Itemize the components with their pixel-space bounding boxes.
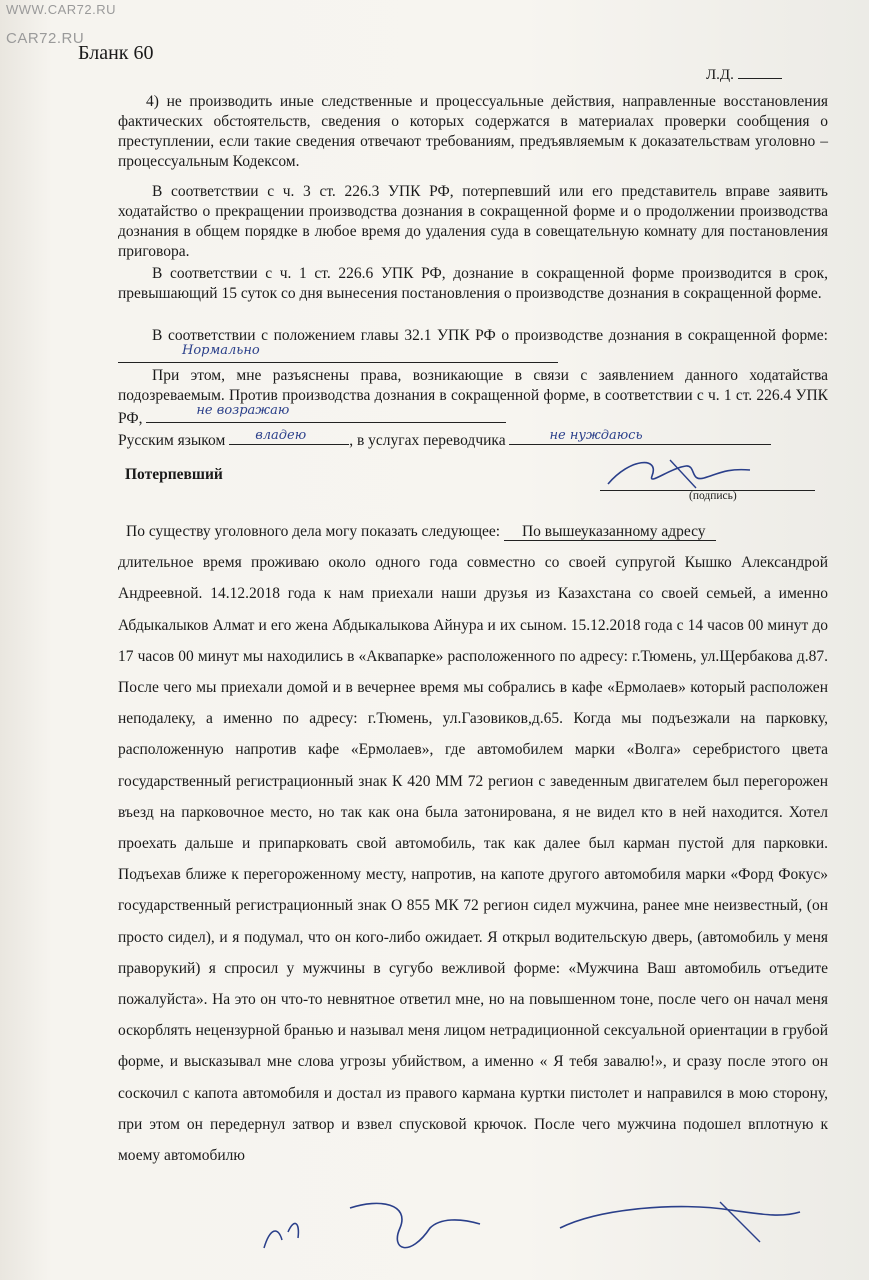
testimony-body — [118, 516, 828, 1171]
language-fill-line — [229, 428, 349, 445]
signature-caption: (подпись) — [689, 490, 737, 502]
paragraph-3-text: В соответствии с ч. 1 ст. 226.6 УПК РФ, дознание в сокращенной форме производится в срок, превышающий 15 суток со дня вынесения постановления о производстве дознания в сокращенной форме. — [118, 265, 828, 302]
paragraph-1 — [118, 92, 828, 172]
paragraph-5-text: При этом, мне разъяснены права, возникающие в связи с заявлением данного ходатайства подозреваемым. Против производства дознания в сокращенной форме, в соответствии с ч. 1 ст. 226.4 УПК РФ, — [118, 367, 828, 427]
victim-signature — [600, 448, 760, 496]
testimony-intro-tail: По вышеуказанному адресу — [504, 523, 716, 541]
victim-label: Потерпевший — [125, 466, 223, 483]
testimony-intro: По существу уголовного дела могу показать следующее: — [126, 523, 501, 540]
watermark-top: WWW.CAR72.RU — [6, 2, 116, 17]
handwritten-objection: не возражаю — [196, 403, 290, 418]
paragraph-1-text: 4) не производить иные следственные и процессуальные действия, направленные восстановления фактических обстоятельств, сведения о которых содержатся в материалах проверки сообщения о преступлении, если такие сведения отвечают требованиям, предъявляемым к доказательствам уголовно – процессуальным Кодексом. — [118, 93, 828, 170]
objection-fill-line — [146, 403, 506, 423]
paragraph-2 — [118, 182, 828, 262]
ld-blank — [738, 64, 782, 79]
language-row — [118, 428, 838, 450]
form-number: Бланк 60 — [78, 42, 154, 64]
handwritten-interpreter: не нуждаюсь — [549, 428, 643, 443]
interpreter-fill-line — [509, 428, 771, 445]
testimony-text: длительное время проживаю около одного года совместно со своей супругой Кышко Александрой Андреевной. 14.12.2018 года к нам приехали наши друзья из Казахстана со своей семьей, а именно Абдыкалыков Алмат и его жена Абдыкалыкова Айнура и их сыном. 15.12.2018 года с 14 часов 00 минут до 17 часов 00 минут мы находились в «Аквапарке» расположенного по адресу: г.Тюмень, ул.Щербакова д.87. После чего мы приехали домой и в вечернее время мы собрались в кафе «Ермолаев» который расположен неподалеку, а именно по адресу: г.Тюмень, ул.Газовиков,д.65. Когда мы подъезжали на парковку, расположенную напротив кафе «Ермолаев», где автомобилем марки «Волга» серебристого цвета государственный регистрационный знак К 420 ММ 72 регион с заведенным двигателем был перегорожен въезд на парковочное место, но так как она была затонирована, я не видел кто в ней находится. Хотел проехать дальше и припарковать свой автомобиль, так как далее был карман пустой для парковки. Подъехав ближе к перегороженному месту, напротив, на капоте другого автомобиля марки «Форд Фокус» государственный регистрационный знак О 855 МК 72 регион сидел мужчина, ранее мне неизвестный, (он просто сидел), и я подумал, что он кого-либо ожидает. Я открыл водительскую дверь, (автомобиль у меня праворукий) я спросил у мужчины в сугубо вежливой форме: «Мужчина Ваш автомобиль отъедите пожалуйста». На это он что-то невнятное ответил мне, но на повышенном тоне, после чего он начал меня оскорблять нецензурной бранью и называл меня лицом нетрадиционной сексуальной ориентации в грубой форме, и высказывал мне слова угрозы убийством, а именно « Я тебя завалю!», и сразу после этого он соскочил с капота автомобиля и достал из правого кармана куртки пистолет и направился в мою сторону, при этом он передернул затвор и взвел спусковой крючок. После чего мужчина подошел вплотную к моему автомобилю — [118, 554, 828, 1165]
handwritten-procedure: Нормально — [182, 343, 260, 358]
language-label: Русским языком — [118, 432, 226, 449]
paragraph-2-text: В соответствии с ч. 3 ст. 226.3 УПК РФ, потерпевший или его представитель вправе заявить ходатайство о прекращении производства дознания в сокращенной форме и о продолжении производства дознания в общем порядке в любое время до удаления суда в совещательную комнату для постановления приговора. — [118, 183, 828, 260]
paragraph-4 — [118, 326, 828, 369]
watermark-logo: CAR72.RU — [6, 30, 85, 47]
case-sheet-label — [706, 64, 782, 84]
paragraph-4-text: В соответствии с положением главы 32.1 УПК РФ о производстве дознания в сокращенной форме: — [152, 327, 828, 344]
paragraph-5 — [118, 366, 828, 429]
procedure-fill-line — [118, 343, 558, 363]
paragraph-3 — [118, 264, 828, 304]
handwritten-language: владею — [255, 428, 307, 443]
ld-label: Л.Д. — [706, 67, 734, 83]
interpreter-label: , в услугах переводчика — [349, 432, 506, 449]
bottom-signatures — [260, 1188, 820, 1268]
